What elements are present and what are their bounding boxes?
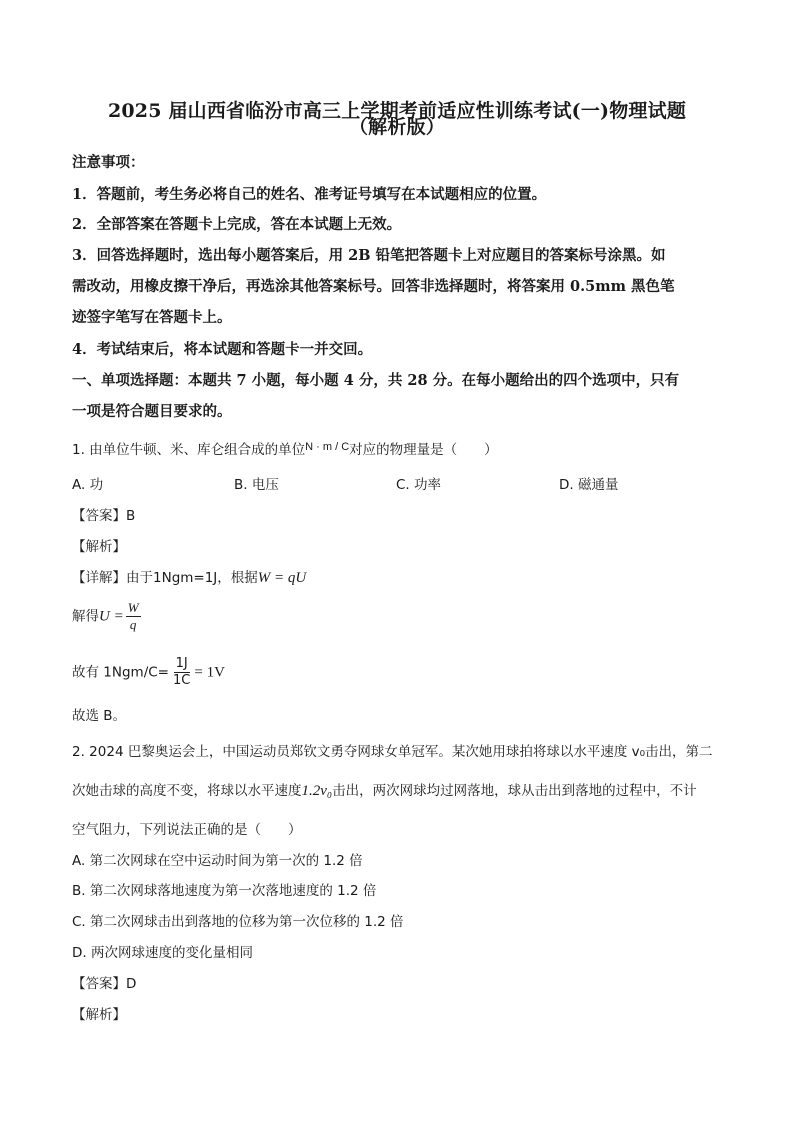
q1-option-c: C. 功率 (396, 477, 442, 493)
notice-item-3-line-1: 3．回答选择题时，选出每小题答案后，用 2B 铅笔把答题卡上对应题目的答案标号涂黑。如 (72, 247, 666, 264)
q1-formula-fraction-1j-1c: $\frac{1J}{1C}$ (173, 656, 191, 688)
q2-answer: 【答案】D (72, 976, 137, 992)
q1-option-d: D. 磁通量 (559, 477, 619, 493)
section-heading-line-2: 一项是符合题目要求的。 (72, 403, 232, 420)
document-title: 2025 届山西省临汾市高三上学期考前适应性训练考试(一)物理试题 (107, 100, 687, 122)
q2-option-a: A. 第二次网球在空中运动时间为第一次的 1.2 倍 (72, 853, 363, 869)
q2-analysis-tag: 【解析】 (72, 1007, 126, 1023)
q2-stem-line-1: 2. 2024 巴黎奥运会上，中国运动员郑钦文勇夺网球女单冠军。某次她用球拍将球以水平速度 v₀击出，第二 (72, 744, 713, 760)
notice-heading: 注意事项： (72, 154, 145, 171)
document-subtitle: （解析版） (348, 116, 445, 138)
notice-item-3-line-2: 需改动，用橡皮擦干净后，再选涂其他答案标号。回答非选择题时，将答案用 0.5mm 黑色笔 (72, 278, 675, 295)
q1-formula-fraction-w-q: $\frac{W}{q}$ (127, 600, 139, 632)
notice-item-2: 2．全部答案在答题卡上完成，答在本试题上无效。 (72, 216, 402, 233)
q1-formula-w-qu: W = qU (257, 570, 307, 586)
q1-analysis-tag: 【解析】 (72, 539, 126, 555)
q2-option-c: C. 第二次网球击出到落地的位移为第一次位移的 1.2 倍 (72, 914, 404, 930)
q1-solve: 解得U = $\frac{W}{q}$ (72, 600, 139, 632)
q1-answer: 【答案】B (72, 508, 136, 524)
q2-option-b: B. 第二次网球落地速度为第一次落地速度的 1.2 倍 (72, 883, 377, 899)
q1-option-a: A. 功 (72, 477, 104, 493)
q1-unit: N · m / C (305, 441, 350, 453)
q1-therefore: 故有 1Ngm/C= $\frac{1J}{1C}$ = 1V (72, 656, 225, 688)
q1-stem: 1. 由单位牛顿、米、库仑组合成的单位$^{N \cdot m / C}$对应的物理量是（ ） (72, 441, 498, 458)
notice-item-1: 1．答题前，考生务必将自己的姓名、准考证号填写在本试题相应的位置。 (72, 186, 547, 203)
notice-item-4: 4．考试结束后，将本试题和答题卡一并交回。 (72, 341, 373, 358)
q1-detail: 【详解】由于1Ngm=1J，根据W = qU (72, 570, 307, 586)
notice-item-3-line-3: 迹签字笔写在答题卡上。 (72, 309, 232, 326)
q2-option-d: D. 两次网球速度的变化量相同 (72, 945, 253, 961)
q1-option-b: B. 电压 (234, 477, 279, 493)
section-heading-line-1: 一、单项选择题：本题共 7 小题，每小题 4 分，共 28 分。在每小题给出的四个选项中，只有 (72, 372, 680, 389)
q1-conclusion: 故选 B。 (72, 708, 127, 724)
q2-stem-line-3: 空气阻力，下列说法正确的是（ ） (72, 822, 302, 838)
q2-stem-line-2: 次她击球的高度不变，将球以水平速度1.2v₀击出，两次网球均过网落地，球从击出到落地的过程中，不计 (72, 783, 697, 799)
